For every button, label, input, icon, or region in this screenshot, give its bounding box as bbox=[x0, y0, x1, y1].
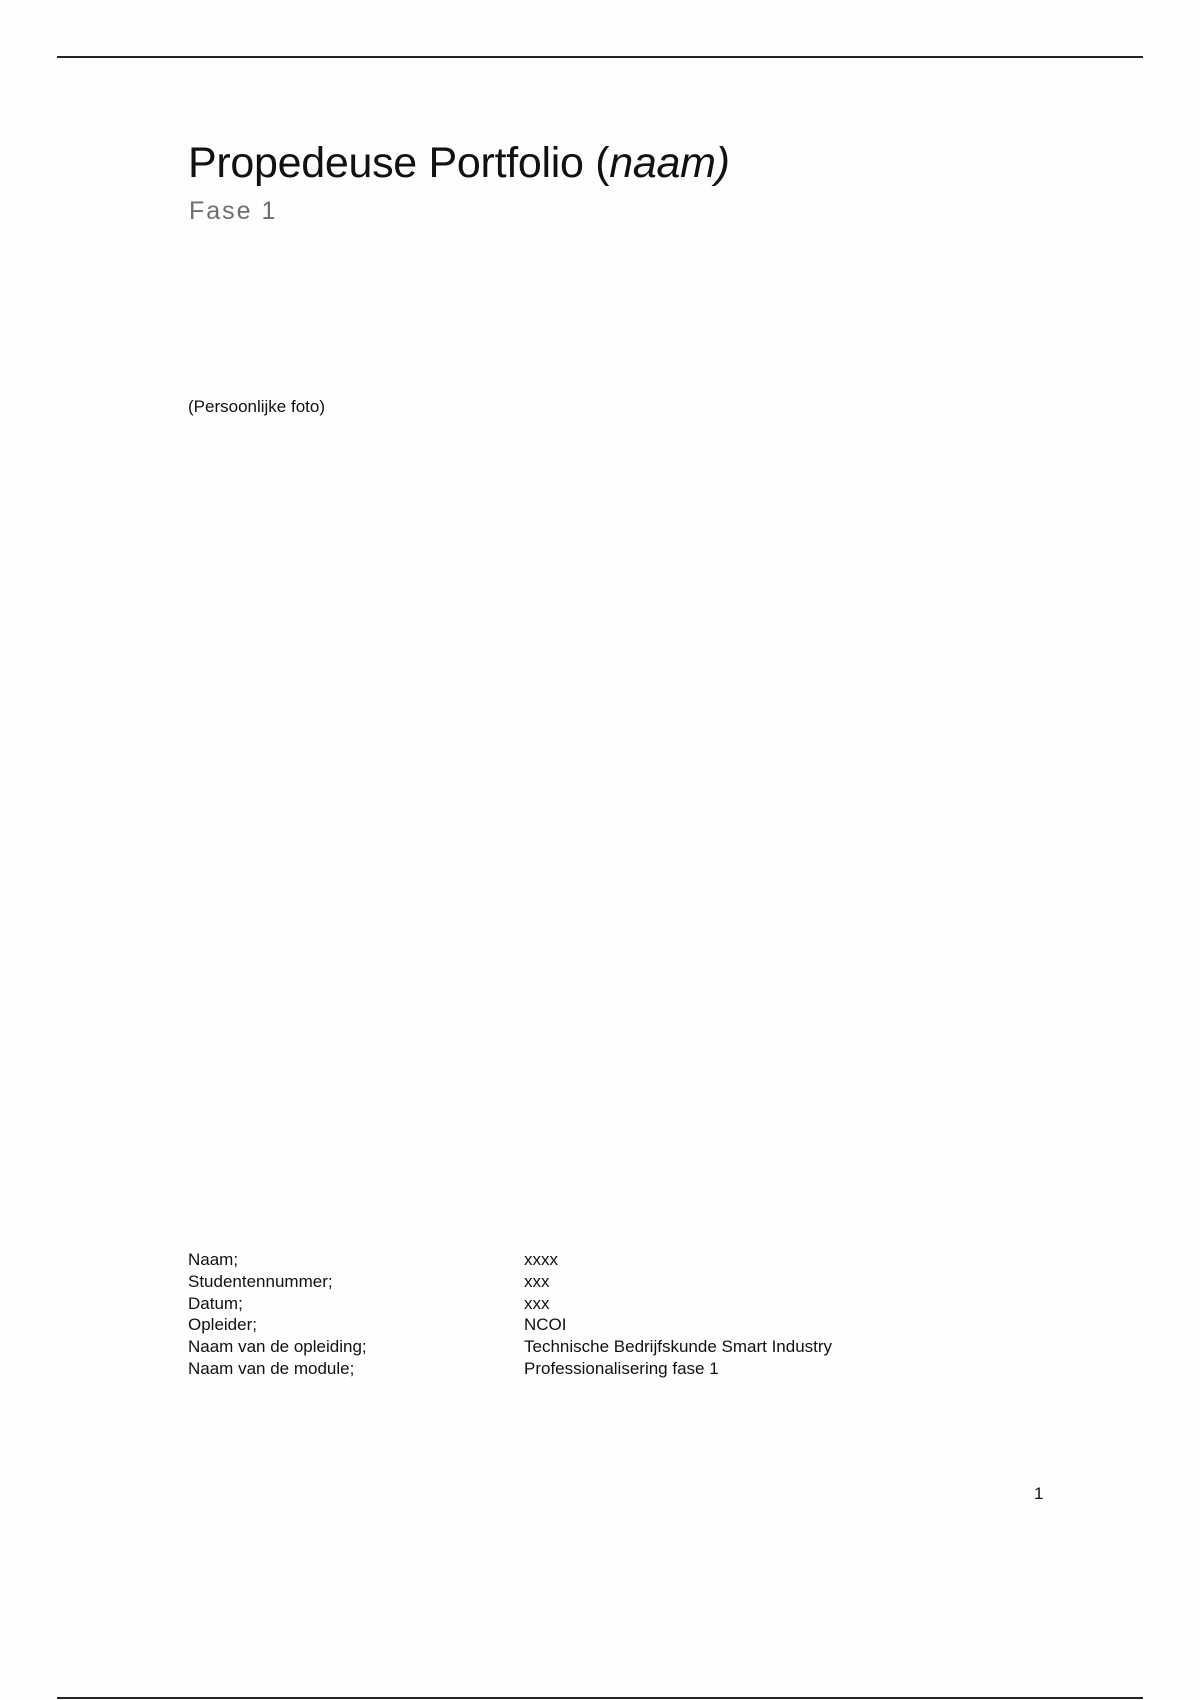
info-value: Professionalisering fase 1 bbox=[524, 1358, 719, 1378]
info-row-datum bbox=[188, 1293, 832, 1315]
student-info-table bbox=[188, 1249, 832, 1380]
info-value: xxxx bbox=[524, 1250, 558, 1269]
info-label: Studentennummer; bbox=[188, 1271, 333, 1291]
info-label: Naam van de module; bbox=[188, 1358, 355, 1378]
info-label: Datum; bbox=[188, 1293, 243, 1313]
info-value: Technische Bedrijfskunde Smart Industry bbox=[524, 1337, 833, 1357]
info-label: Naam; bbox=[188, 1250, 239, 1269]
info-label: Naam van de opleiding; bbox=[188, 1337, 367, 1357]
top-rule bbox=[57, 56, 1143, 58]
document-subtitle: Fase 1 bbox=[189, 197, 278, 225]
info-row-opleiding bbox=[188, 1336, 832, 1358]
document-title bbox=[188, 136, 730, 190]
bottom-rule bbox=[57, 1697, 1143, 1699]
info-row-naam bbox=[188, 1249, 832, 1271]
info-row-module bbox=[188, 1358, 832, 1380]
title-main: Propedeuse Portfolio ( bbox=[188, 139, 610, 187]
photo-placeholder: (Persoonlijke foto) bbox=[188, 397, 326, 416]
info-row-studentennummer bbox=[188, 1271, 832, 1293]
info-value: xxx bbox=[524, 1293, 550, 1313]
title-name-placeholder: naam) bbox=[609, 139, 730, 187]
info-row-opleider bbox=[188, 1314, 832, 1336]
info-value: NCOI bbox=[524, 1315, 567, 1335]
info-label: Opleider; bbox=[188, 1315, 257, 1335]
page-number: 1 bbox=[1034, 1484, 1044, 1503]
info-value: xxx bbox=[524, 1271, 550, 1291]
